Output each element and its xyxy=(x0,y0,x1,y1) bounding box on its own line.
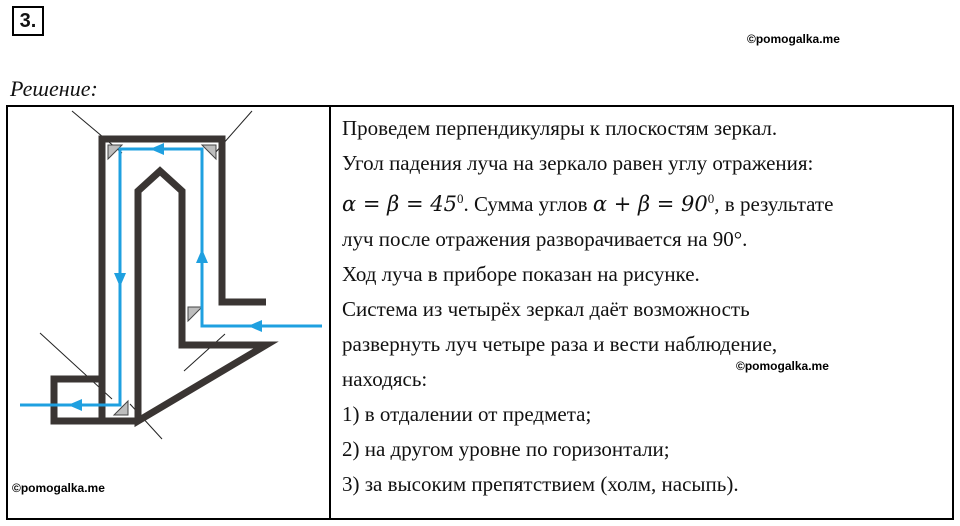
mirrors xyxy=(108,145,216,415)
solution-text xyxy=(342,111,942,502)
task-number: 3. xyxy=(12,6,44,36)
light-ray xyxy=(20,149,322,405)
solution-line: Угол падения луча на зеркало равен углу отражения: xyxy=(342,151,814,175)
solution-list-item: 1) в отдалении от предмета; xyxy=(342,402,592,426)
solution-line-formula xyxy=(342,181,942,222)
watermark-bottom-left: ©pomogalka.me xyxy=(12,481,105,495)
solution-text-part: , в результате xyxy=(714,192,834,216)
solution-line: Система из четырёх зеркал даёт возможность xyxy=(342,297,750,321)
watermark-middle: ©pomogalka.me xyxy=(736,359,829,373)
solution-line: Ход луча в приборе показан на рисунке. xyxy=(342,262,700,286)
watermark-top: ©pomogalka.me xyxy=(747,32,840,46)
formula-degree: 0 xyxy=(456,191,464,206)
formula-sum: α + β = 90 xyxy=(592,192,708,216)
solution-line: Проведем перпендикуляры к плоскостям зеркал. xyxy=(342,116,778,140)
formula-angles: α = β = 45 xyxy=(342,192,457,216)
solution-line: луч после отражения разворачивается на 90°. xyxy=(342,227,748,251)
periscope-diagram xyxy=(10,109,324,454)
periscope-walls xyxy=(54,139,266,421)
solution-line: развернуть луч четыре раза и вести наблюдение, xyxy=(342,332,778,356)
table-divider xyxy=(329,107,331,518)
solution-table xyxy=(6,105,954,520)
formula-degree: 0 xyxy=(707,191,715,206)
solution-list-item: 3) за высоким препятствием (холм, насыпь). xyxy=(342,472,739,496)
solution-line: находясь: xyxy=(342,367,428,391)
solution-list-item: 2) на другом уровне по горизонтали; xyxy=(342,437,670,461)
solution-text-part: . Сумма углов xyxy=(463,192,593,216)
ray-arrows xyxy=(68,143,262,411)
solution-heading: Решение: xyxy=(10,76,98,101)
